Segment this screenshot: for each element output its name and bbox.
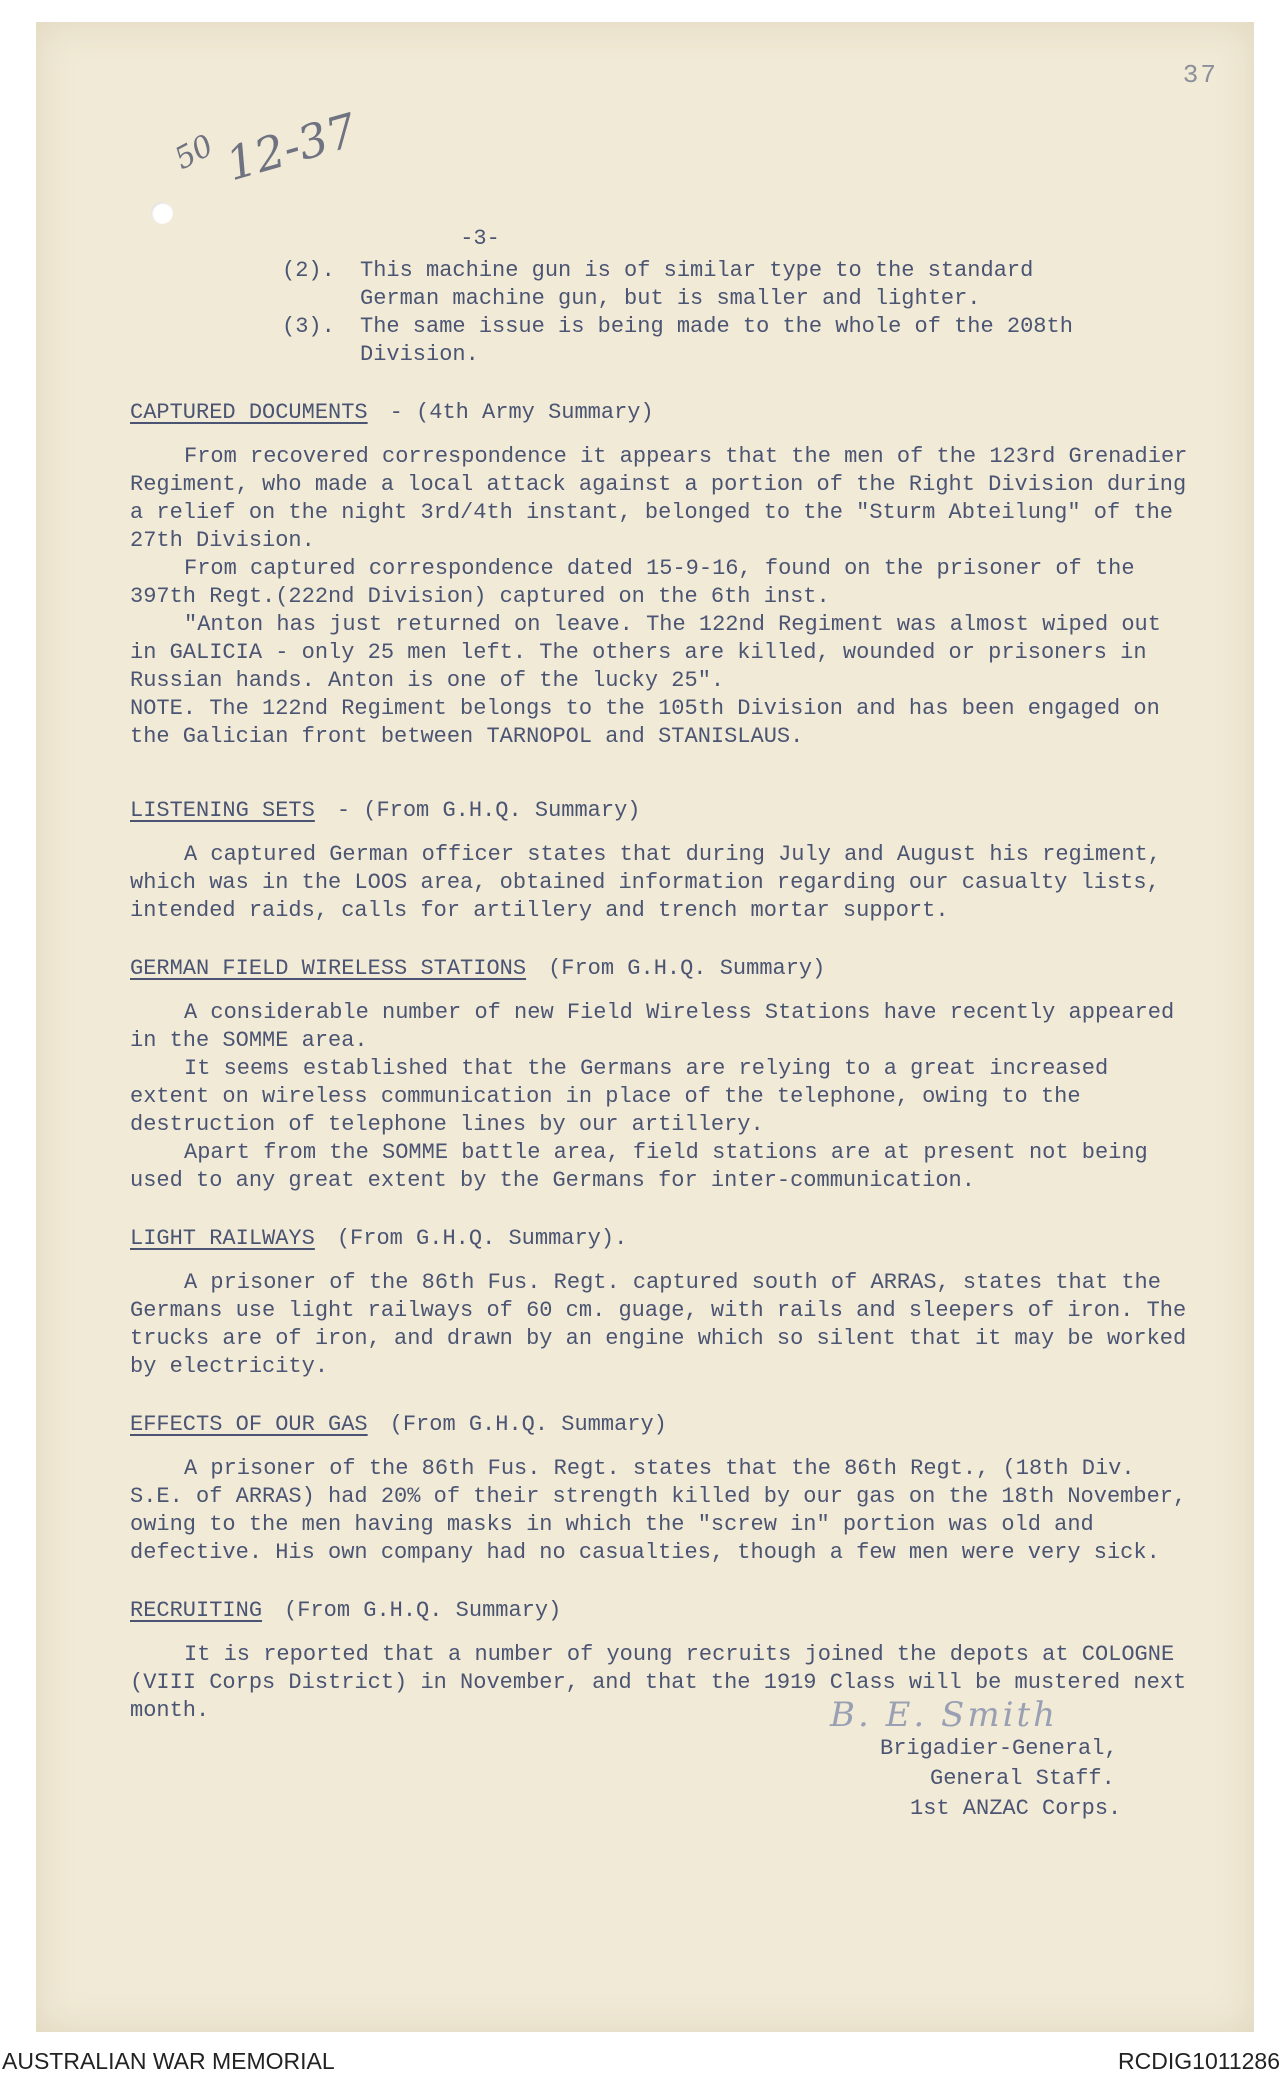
paragraph: From recovered correspondence it appears that the men of the 123rd Grenadier Regiment, who made a local attack against a portion of the Right Division during a relief on the night 3rd/4th instant, belonged to the "Sturm Abteilung" of the 27th Division.	[130, 444, 1188, 553]
paragraph: "Anton has just returned on leave. The 122nd Regiment was almost wiped out in GALICIA - only 25 men left. The others are killed, wounded or prisoners in Russian hands. Anton is one of the lucky 25".	[130, 612, 1161, 693]
punch-hole	[151, 202, 173, 224]
paragraph: From captured correspondence dated 15-9-16, found on the prisoner of the 397th Regt.(222nd Division) captured on the 6th inst.	[130, 556, 1135, 609]
paragraph: A considerable number of new Field Wireless Stations have recently appeared in the SOMME area.	[130, 1000, 1175, 1053]
page-number: -3-	[460, 226, 500, 251]
paragraph: A prisoner of the 86th Fus. Regt. states that the 86th Regt., (18th Div. S.E. of ARRAS) had 20% of their strength killed by our gas on the 18th November, owing to the men having masks in which the "screw in" portion was old and defective. His own company had no casualties, though a few men were very sick.	[130, 1456, 1187, 1565]
section-title: RECRUITING	[130, 1598, 263, 1623]
footer-archive-name: AUSTRALIAN WAR MEMORIAL	[2, 2048, 335, 2074]
handwritten-note-b: 12-37	[220, 102, 363, 192]
section-title: EFFECTS OF OUR GAS	[130, 1412, 368, 1437]
section-heading	[130, 1411, 1240, 1439]
paragraph: A captured German officer states that during July and August his regiment, which was in the LOOS area, obtained information regarding our casualty lists, intended raids, calls for artillery and trench mortar support.	[130, 842, 1161, 923]
folio-number: 37	[1182, 60, 1218, 90]
signature-block	[830, 1695, 1250, 1824]
section-listening-sets	[130, 797, 1240, 925]
list-item	[130, 257, 1240, 313]
section-light-railways	[130, 1225, 1240, 1381]
list-item-text: The same issue is being made to the whole of the 208th Division.	[360, 314, 1073, 367]
section-source: - (From G.H.Q. Summary)	[336, 798, 641, 823]
signature-scrawl: B. E. Smith	[830, 1695, 1059, 1735]
note-paragraph: NOTE. The 122nd Regiment belongs to the 105th Division and has been engaged on the Galician front between TARNOPOL and STANISLAUS.	[130, 696, 1160, 749]
signature-staff: General Staff.	[930, 1766, 1115, 1791]
section-title: LIGHT RAILWAYS	[130, 1226, 315, 1251]
list-item	[130, 313, 1240, 369]
paragraph: It seems established that the Germans are relying to a great increased extent on wireless communication in place of the telephone, owing to the destruction of telephone lines by our artillery.	[130, 1056, 1109, 1137]
section-heading	[130, 797, 1240, 825]
section-captured-documents	[130, 399, 1240, 751]
section-source: - (4th Army Summary)	[389, 400, 654, 425]
paragraph: It is reported that a number of young recruits joined the depots at COLOGNE (VIII Corps District) in November, and that the 1919 Class will be mustered next month.	[130, 1642, 1187, 1723]
section-field-wireless	[130, 955, 1240, 1195]
section-heading	[130, 955, 1240, 983]
section-title: LISTENING SETS	[130, 798, 315, 823]
section-heading	[130, 399, 1240, 427]
paragraph: Apart from the SOMME battle area, field stations are at present not being used to any great extent by the Germans for inter-communication.	[130, 1140, 1148, 1193]
section-source: (From G.H.Q. Summary).	[336, 1226, 628, 1251]
section-title: GERMAN FIELD WIRELESS STATIONS	[130, 956, 527, 981]
section-heading	[130, 1597, 1240, 1625]
section-title: CAPTURED DOCUMENTS	[130, 400, 368, 425]
section-source: (From G.H.Q. Summary)	[389, 1412, 667, 1437]
list-item-number: (3).	[282, 314, 335, 339]
section-source: (From G.H.Q. Summary)	[548, 956, 826, 981]
signature-corps: 1st ANZAC Corps.	[910, 1796, 1122, 1821]
section-heading	[130, 1225, 1240, 1253]
list-item-text: This machine gun is of similar type to the standard German machine gun, but is smaller and lighter.	[360, 258, 1034, 311]
list-item-number: (2).	[282, 258, 335, 283]
section-source: (From G.H.Q. Summary)	[284, 1598, 562, 1623]
paragraph: A prisoner of the 86th Fus. Regt. captured south of ARRAS, states that the Germans use light railways of 60 cm. guage, with rails and sleepers of iron. The trucks are of iron, and drawn by an engine which so silent that it may be worked by electricity.	[130, 1270, 1187, 1379]
handwritten-note-a: 50	[169, 128, 220, 177]
signature-rank: Brigadier-General,	[880, 1736, 1118, 1761]
typed-body	[130, 225, 1240, 1725]
footer-record-id: RCDIG1011286	[1118, 2048, 1280, 2074]
section-effects-of-gas	[130, 1411, 1240, 1567]
